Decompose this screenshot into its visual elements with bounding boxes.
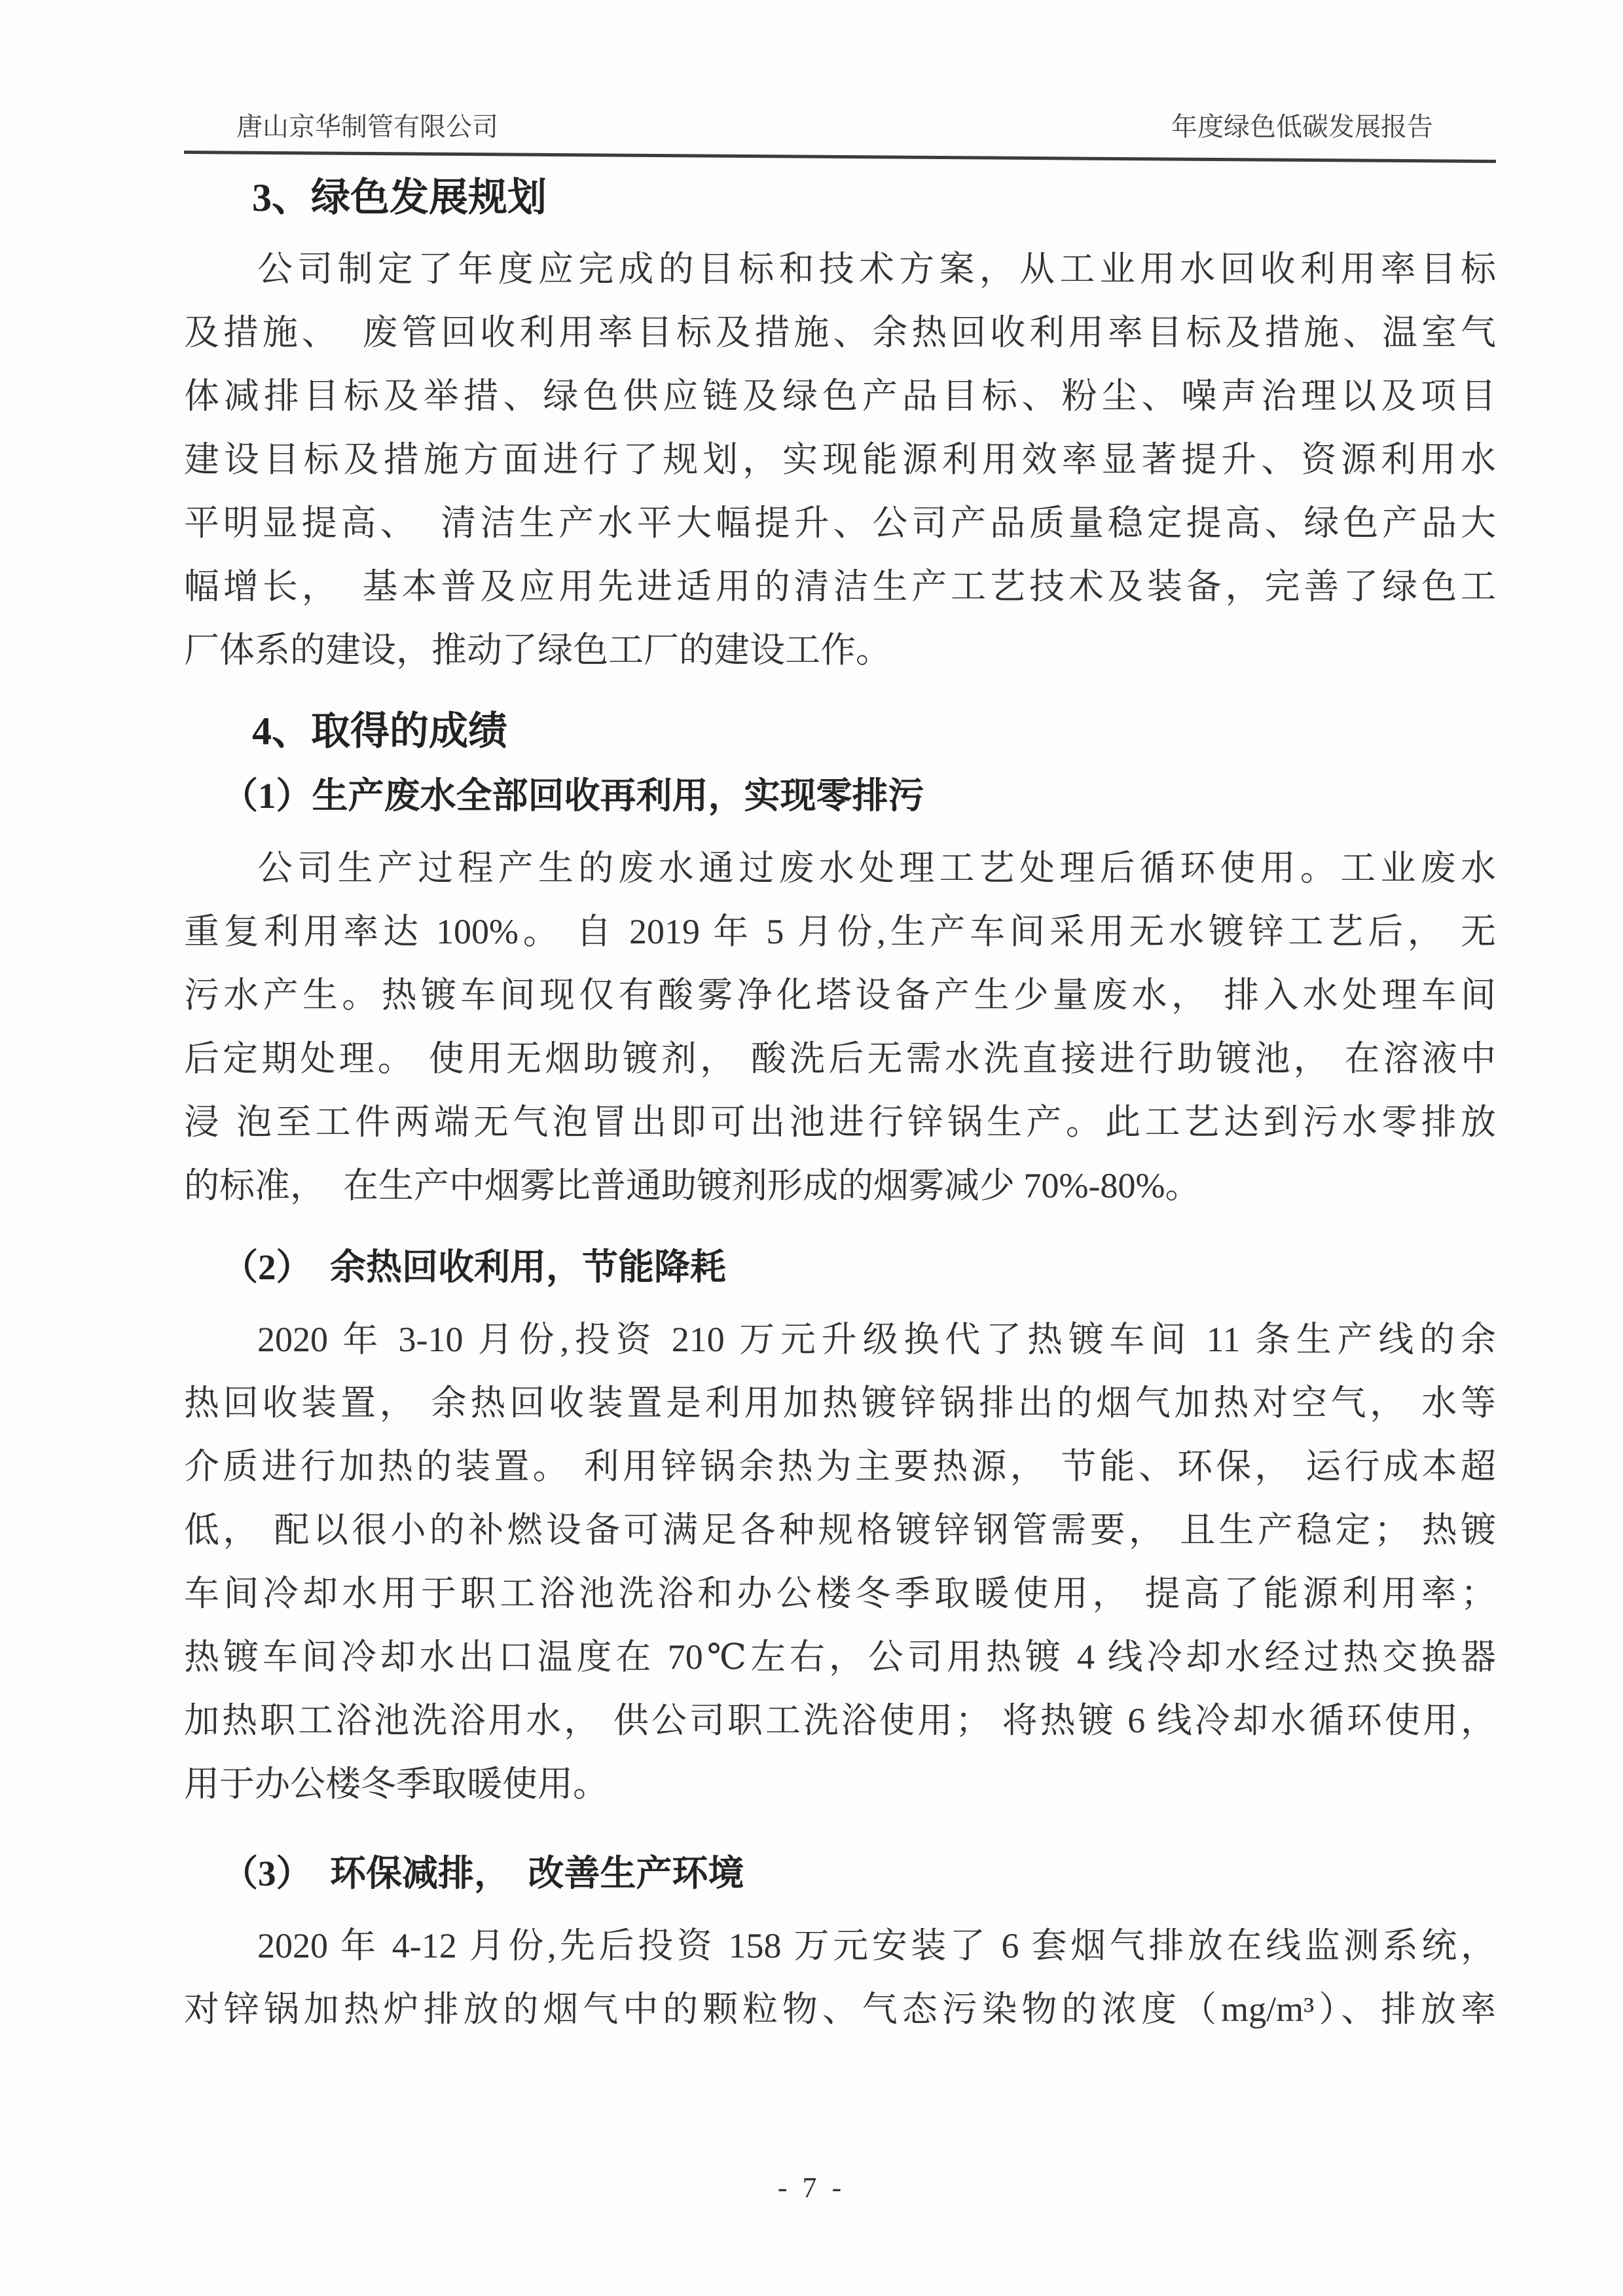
paragraph-line: 热回收装置， 余热回收装置是利用加热镀锌锅排出的烟气加热对空气， 水等 xyxy=(184,1383,1496,1423)
achievement-3-subheading: （3） 环保减排， 改善生产环境 xyxy=(222,1853,744,1893)
paragraph-line: 后定期处理。 使用无烟助镀剂， 酸洗后无需水洗直接进行助镀池， 在溶液中 xyxy=(184,1039,1496,1078)
paragraph-line: 车间冷却水用于职工浴池洗浴和办公楼冬季取暖使用， 提高了能源利用率； xyxy=(184,1574,1496,1613)
page-number: - 7 - xyxy=(777,2172,846,2204)
paragraph-line: 平明显提高、 清洁生产水平大幅提升、公司产品质量稳定提高、绿色产品大 xyxy=(184,503,1496,543)
achievement-3-paragraph xyxy=(184,1914,1496,2041)
paragraph-line: 幅增长， 基本普及应用先进适用的清洁生产工艺技术及装备，完善了绿色工 xyxy=(184,567,1496,606)
achievement-1-subheading: （1）生产废水全部回收再利用，实现零排污 xyxy=(222,776,924,816)
paragraph-line: 及措施、 废管回收利用率目标及措施、余热回收利用率目标及措施、温室气 xyxy=(184,313,1496,352)
paragraph-line: 体减排目标及举措、绿色供应链及绿色产品目标、粉尘、噪声治理以及项目 xyxy=(184,376,1496,416)
paragraph-line: 2020 年 4-12 月份,先后投资 158 万元安装了 6 套烟气排放在线监测系统， xyxy=(257,1926,1496,1965)
paragraph-line: 低， 配以很小的补燃设备可满足各种规格镀锌钢管需要， 且生产稳定； 热镀 xyxy=(184,1510,1496,1550)
section-4-heading: 4、取得的成绩 xyxy=(252,710,507,753)
paragraph-line: 用于办公楼冬季取暖使用。 xyxy=(184,1764,608,1804)
achievement-2-paragraph xyxy=(184,1308,1496,1816)
paragraph-line: 介质进行加热的装置。 利用锌锅余热为主要热源， 节能、环保， 运行成本超 xyxy=(184,1447,1496,1486)
paragraph-line: 2020 年 3-10 月份,投资 210 万元升级换代了热镀车间 11 条生产线的余 xyxy=(257,1320,1496,1359)
paragraph-line: 污水产生。热镀车间现仅有酸雾净化塔设备产生少量废水， 排入水处理车间 xyxy=(184,975,1496,1015)
paragraph-line: 建设目标及措施方面进行了规划，实现能源利用效率显著提升、资源利用水 xyxy=(184,440,1496,479)
header-company-name: 唐山京华制管有限公司 xyxy=(236,112,498,141)
header-rule xyxy=(184,151,1496,163)
paragraph-line: 热镀车间冷却水出口温度在 70℃左右，公司用热镀 4 线冷却水经过热交换器 xyxy=(184,1637,1496,1677)
achievement-2-subheading: （2） 余热回收利用，节能降耗 xyxy=(222,1247,727,1287)
paragraph-line: 公司生产过程产生的废水通过废水处理工艺处理后循环使用。工业废水 xyxy=(257,848,1496,888)
section-3-paragraph xyxy=(184,238,1496,682)
header-report-title: 年度绿色低碳发展报告 xyxy=(1171,112,1433,141)
paragraph-line: 浸 泡至工件两端无气泡冒出即可出池进行锌锅生产。此工艺达到污水零排放 xyxy=(184,1102,1496,1142)
paragraph-line: 公司制定了年度应完成的目标和技术方案，从工业用水回收利用率目标 xyxy=(257,249,1496,289)
paragraph-line: 的标准， 在生产中烟雾比普通助镀剂形成的烟雾减少 70%-80%。 xyxy=(184,1166,1201,1205)
page-header xyxy=(184,113,1496,141)
paragraph-line: 对锌锅加热炉排放的烟气中的颗粒物、气态污染物的浓度（mg/m³）、排放率 xyxy=(184,1990,1496,2029)
paragraph-line: 厂体系的建设，推动了绿色工厂的建设工作。 xyxy=(184,630,891,670)
section-3-heading: 3、绿色发展规划 xyxy=(252,176,547,219)
page-footer xyxy=(0,2168,1623,2208)
paragraph-line: 加热职工浴池洗浴用水， 供公司职工洗浴使用； 将热镀 6 线冷却水循环使用， xyxy=(184,1701,1496,1740)
achievement-1-paragraph xyxy=(184,837,1496,1218)
paragraph-line: 重复利用率达 100%。 自 2019 年 5 月份,生产车间采用无水镀锌工艺后， 无 xyxy=(184,912,1496,951)
